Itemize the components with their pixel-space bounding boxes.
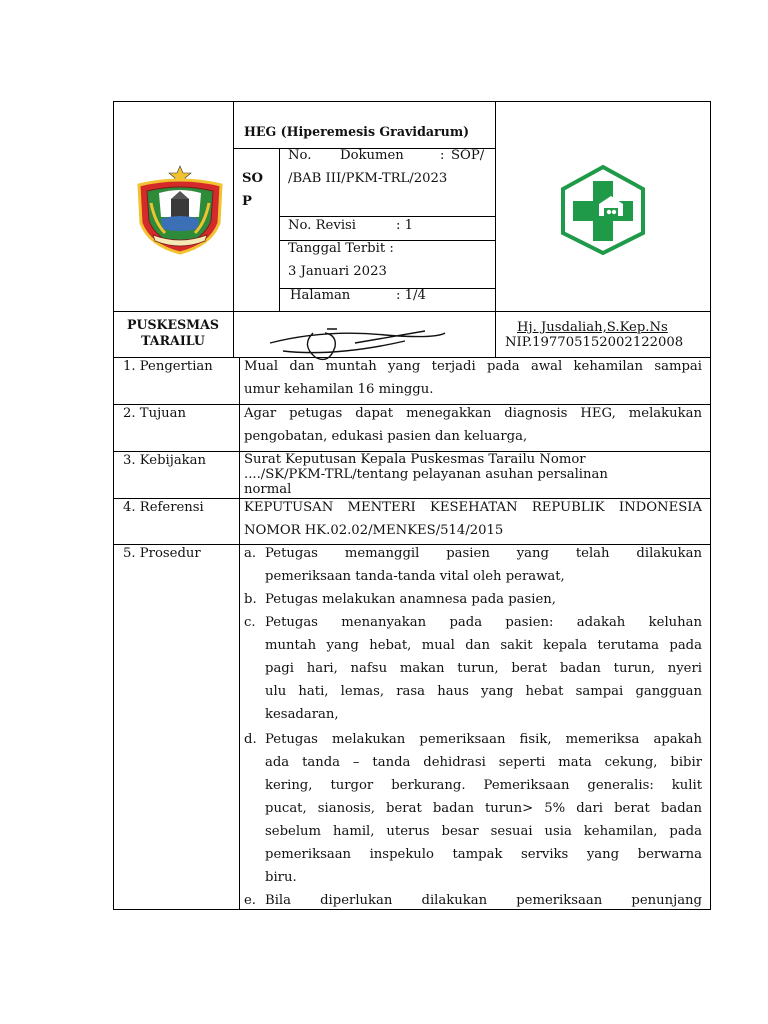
prosedur-item-text: sebelum hamil, uterus besar sesuai usia kehamilan, pada xyxy=(265,824,702,839)
kebijakan-text: Surat Keputusan Kepala Puskesmas Tarailu Nomor xyxy=(244,452,586,467)
prosedur-item-text: pemeriksaan tanda-tanda vital oleh perawat, xyxy=(265,569,565,584)
tujuan-label: 2. Tujuan xyxy=(123,406,187,421)
tanggal-terbit-value: 3 Januari 2023 xyxy=(288,264,387,279)
border-top xyxy=(113,101,711,102)
no-dokumen-value-line1: SOP/ xyxy=(451,148,485,163)
prosedur-item-text: Petugas melakukan anamnesa pada pasien, xyxy=(265,592,556,607)
halaman-value: : 1/4 xyxy=(396,288,426,303)
prosedur-item-text: Bila diperlukan dilakukan pemeriksaan penunjang xyxy=(265,893,702,908)
pengertian-text: Mual dan muntah yang terjadi pada awal kehamilan sampai xyxy=(244,359,702,374)
referensi-label: 4. Referensi xyxy=(123,500,204,515)
divider xyxy=(495,101,496,357)
sop-label-line2: P xyxy=(242,194,252,209)
signatory-nip: NIP.197705152002122008 xyxy=(505,335,684,350)
prosedur-item-text: ada tanda – tanda dehidrasi seperti mata cekung, bibir xyxy=(265,755,702,770)
pengertian-text: umur kehamilan 16 minggu. xyxy=(244,382,434,397)
prosedur-item-text: kesadaran, xyxy=(265,707,339,722)
signatory-name: Hj. Jusdaliah,S.Kep.Ns xyxy=(517,320,668,335)
referensi-text: KEPUTUSAN MENTERI KESEHATAN REPUBLIK INDONESIA xyxy=(244,500,702,515)
tujuan-text: Agar petugas dapat menegakkan diagnosis HEG, melakukan xyxy=(244,406,702,421)
prosedur-item-text: ulu hati, lemas, rasa haus yang hebat sampai gangguan xyxy=(265,684,702,699)
divider xyxy=(279,148,280,311)
no-dokumen-value-line2: /BAB III/PKM-TRL/2023 xyxy=(288,171,448,186)
border-left xyxy=(113,101,114,910)
sop-title: HEG (Hiperemesis Gravidarum) xyxy=(244,124,470,139)
divider xyxy=(113,311,711,312)
prosedur-item-text: kering, turgor berkurang. Pemeriksaan generalis: kulit xyxy=(265,778,702,793)
no-revisi-value: : 1 xyxy=(396,218,414,233)
prosedur-item-text: Petugas menanyakan pada pasien: adakah keluhan xyxy=(265,615,702,630)
tanggal-terbit-label: Tanggal Terbit : xyxy=(288,241,394,256)
sop-label-line1: SO xyxy=(242,171,264,186)
puskesmas-logo-icon xyxy=(559,164,647,256)
prosedur-item-text: Petugas melakukan pemeriksaan fisik, memeriksa apakah xyxy=(265,732,702,747)
prosedur-item-text: pagi hari, nafsu makan turun, berat badan turun, nyeri xyxy=(265,661,702,676)
prosedur-item-text: pucat, sianosis, berat badan turun> 5% dari berat badan xyxy=(265,801,702,816)
divider xyxy=(239,357,240,910)
prosedur-label: 5. Prosedur xyxy=(123,546,201,561)
sop-document xyxy=(113,101,711,910)
kebijakan-text: ..../SK/PKM-TRL/tentang pelayanan asuhan persalinan xyxy=(244,467,608,482)
kebijakan-text: normal xyxy=(244,482,292,497)
prosedur-item-text: Petugas memanggil pasien yang telah dilakukan xyxy=(265,546,702,561)
prosedur-item-marker: e. xyxy=(244,893,256,908)
no-revisi-label: No. Revisi xyxy=(288,218,357,233)
prosedur-item-text: pemeriksaan inspekulo tampak serviks yang berwarna xyxy=(265,847,702,862)
kebijakan-label: 3. Kebijakan xyxy=(123,453,207,468)
divider xyxy=(233,101,234,357)
no-dokumen-label-2: Dokumen xyxy=(340,148,404,163)
pengertian-label: 1. Pengertian xyxy=(123,359,213,374)
prosedur-item-marker: d. xyxy=(244,732,257,747)
tujuan-text: pengobatan, edukasi pasien dan keluarga, xyxy=(244,429,528,444)
referensi-text: NOMOR HK.02.02/MENKES/514/2015 xyxy=(244,523,504,538)
org-name-line2: TARAILU xyxy=(141,333,205,348)
border-right xyxy=(710,101,711,910)
prosedur-item-marker: c. xyxy=(244,615,256,630)
prosedur-item-text: muntah yang hebat, mual dan sakit kepala terutama pada xyxy=(265,638,702,653)
no-dokumen-colon: : xyxy=(440,148,445,163)
halaman-label: Halaman xyxy=(290,288,351,303)
prosedur-item-text: biru. xyxy=(265,870,297,885)
regency-emblem-icon xyxy=(131,163,229,257)
no-dokumen-label: No. xyxy=(288,148,312,163)
org-name-line1: PUSKESMAS xyxy=(127,317,219,332)
prosedur-item-marker: a. xyxy=(244,546,257,561)
prosedur-item-marker: b. xyxy=(244,592,257,607)
